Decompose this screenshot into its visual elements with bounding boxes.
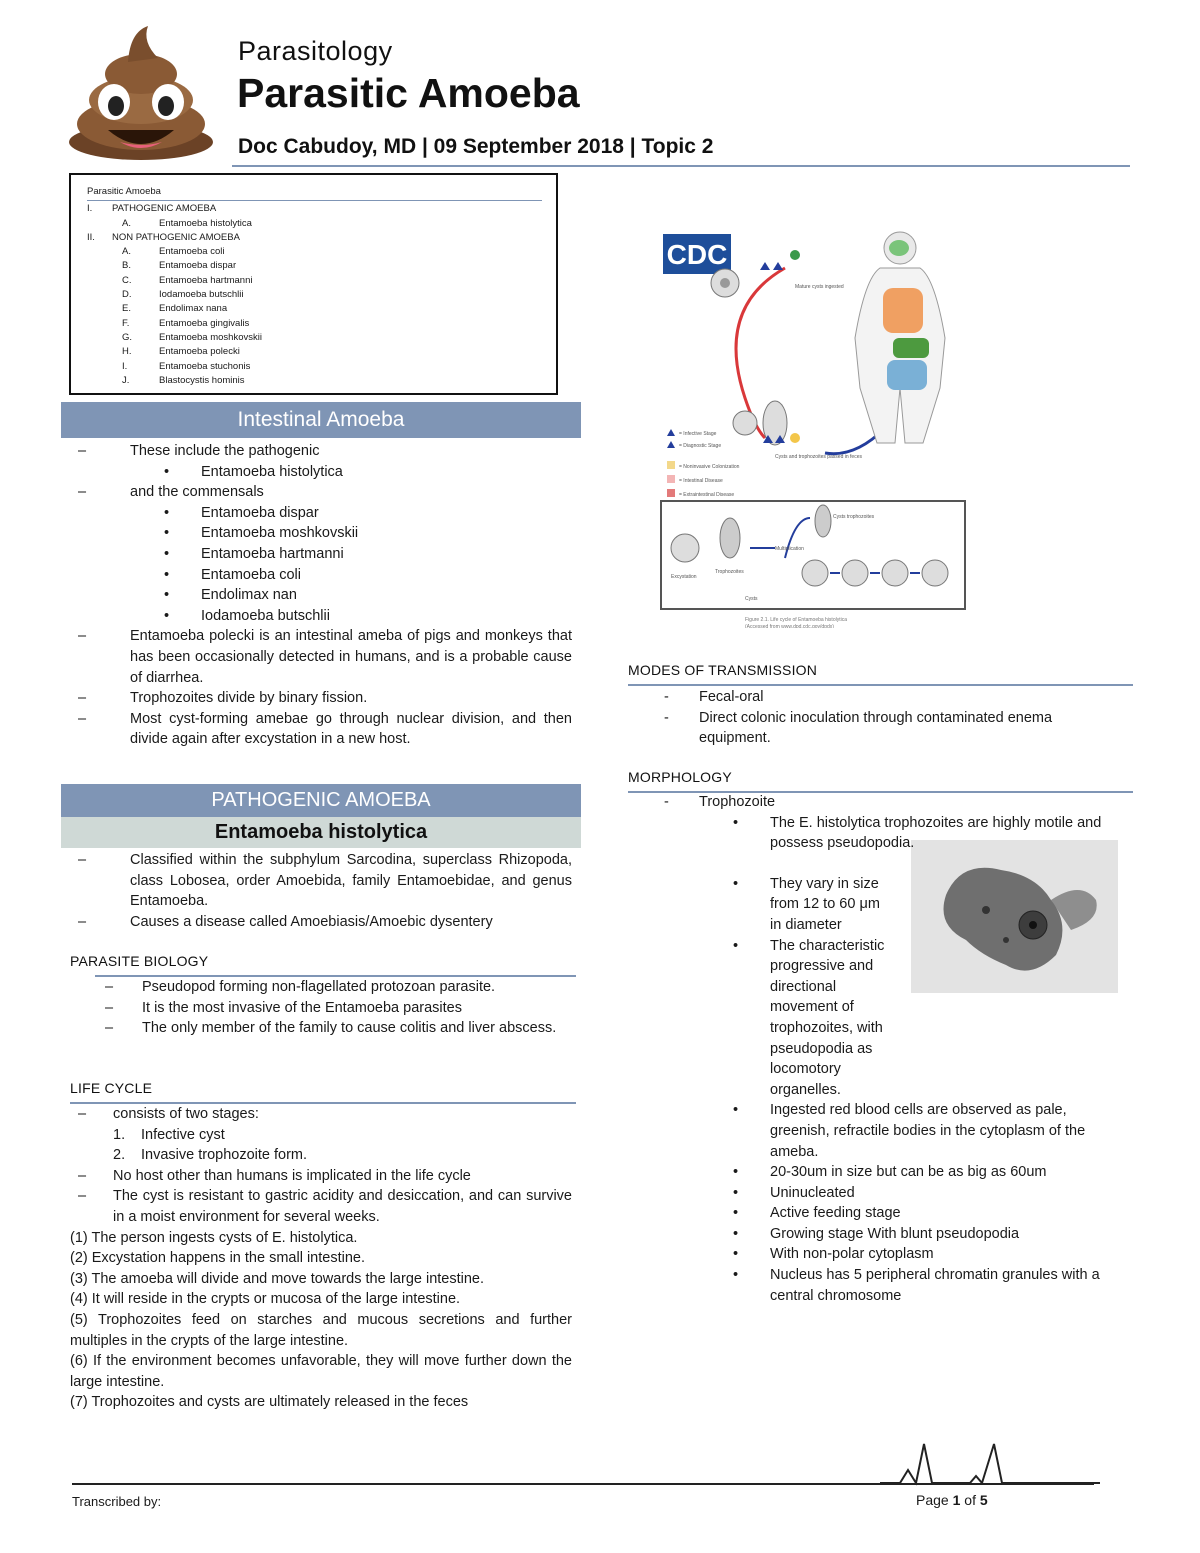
svg-text:= Diagnostic Stage: = Diagnostic Stage — [679, 443, 722, 449]
entamoeba-histolytica-heading: Entamoeba histolytica — [61, 817, 581, 848]
toc-label: Entamoeba moshkovskii — [159, 331, 262, 343]
list-item: 1. Infective cyst — [113, 1126, 225, 1143]
toc-num: B. — [122, 260, 131, 272]
svg-text:= Intestinal Disease: = Intestinal Disease — [679, 478, 723, 484]
life-cycle-step: (1) The person ingests cysts of E. histolytica. — [70, 1229, 358, 1246]
list-item: • Entamoeba coli — [164, 566, 301, 583]
list-item: • Nucleus has 5 peripheral chromatin granules with a central chromosome — [733, 1267, 1100, 1304]
parasite-biology-list — [61, 977, 572, 1039]
list-item: • Entamoeba histolytica — [164, 463, 343, 480]
svg-text:Trophozoites: Trophozoites — [715, 569, 744, 575]
toc-entry[interactable] — [87, 274, 542, 288]
intestinal-amoeba-heading: Intestinal Amoeba — [61, 402, 581, 438]
life-cycle-heading: LIFE CYCLE — [70, 1080, 153, 1096]
life-cycle-step: (7) Trophozoites and cysts are ultimately released in the feces — [70, 1394, 469, 1411]
toc-num: F. — [122, 317, 130, 329]
toc-entry[interactable] — [87, 331, 542, 345]
list-item: – Entamoeba polecki is an intestinal ameba of pigs and monkeys that has been occasionally detected in humans, and is a probable cause of diarrhea. — [78, 628, 572, 686]
toc-entry[interactable] — [87, 231, 542, 245]
section-divider — [628, 684, 1133, 686]
life-cycle-list — [61, 1104, 572, 1413]
list-item: 2. Invasive trophozoite form. — [113, 1147, 308, 1164]
list-item: – Most cyst-forming amebae go through nuclear division, and then divide again after excystation in a new host. — [78, 710, 572, 748]
toc-label: NON PATHOGENIC AMOEBA — [112, 231, 240, 243]
figure-caption-source: (Accessed from www.dpd.cdc.gov/dpdx) — [745, 624, 834, 628]
list-item: – The only member of the family to cause colitis and liver abscess. — [105, 1020, 557, 1037]
list-item: – Pseudopod forming non-flagellated protozoan parasite. — [105, 979, 496, 995]
subject-title: Parasitology — [238, 36, 393, 66]
multiplication-cycle — [671, 505, 948, 602]
toc-label: Entamoeba gingivalis — [159, 317, 250, 329]
header-divider — [232, 165, 1130, 167]
morphology-heading: MORPHOLOGY — [628, 769, 732, 785]
list-item: • The characteristic progressive and directional movement of trophozoites, with pseudopodia as locomotory organelles. — [733, 937, 885, 1098]
list-item: • 20-30um in size but can be as big as 60um — [733, 1164, 1047, 1181]
toc-num: II. — [87, 231, 95, 243]
list-item: • Entamoeba hartmanni — [164, 545, 344, 562]
toc-label: Entamoeba stuchonis — [159, 360, 251, 372]
toc-num: G. — [122, 331, 133, 343]
intestinal-amoeba-list — [78, 441, 572, 750]
list-item: • The E. histolytica trophozoites are highly motile and possess pseudopodia. — [733, 814, 1102, 852]
toc-label: Entamoeba polecki — [159, 346, 240, 358]
list-item: – No host other than humans is implicated in the life cycle — [78, 1167, 471, 1184]
toc-num: H. — [122, 346, 132, 358]
list-item: • Entamoeba moshkovskii — [164, 525, 359, 542]
pathogenic-amoeba-list — [78, 850, 572, 932]
toc-entry[interactable] — [87, 360, 542, 374]
svg-text:Excystation: Excystation — [671, 574, 697, 580]
toc-entry[interactable] — [87, 374, 542, 388]
toc-entry[interactable] — [87, 245, 542, 259]
cyst-icon — [711, 269, 739, 297]
list-item: – Causes a disease called Amoebiasis/Amoebic dysentery — [78, 913, 493, 930]
list-item: • They vary in size from 12 to 60 μm in diameter — [733, 875, 880, 933]
transmission-heading: MODES OF TRANSMISSION — [628, 662, 818, 678]
list-item: • Uninucleated — [733, 1184, 855, 1201]
toc-num: D. — [122, 289, 132, 301]
footer-divider — [72, 1483, 1094, 1485]
cdc-logo-text: CDC — [666, 239, 728, 270]
toc-num: I. — [87, 203, 93, 215]
list-item: – The cyst is resistant to gastric acidity and desiccation, and can survive in a moist environment for several weeks. — [78, 1188, 572, 1225]
list-item: • With non-polar cytoplasm — [733, 1246, 934, 1263]
svg-text:Cysts and trophozoites passed: Cysts and trophozoites passed in feces — [775, 454, 862, 460]
toc-entry[interactable] — [87, 288, 542, 302]
toc-entry[interactable] — [87, 302, 542, 316]
toc-label: Iodamoeba butschlii — [159, 289, 244, 301]
toc-num: J. — [122, 374, 130, 386]
toc-entry[interactable] — [87, 345, 542, 359]
list-item: – These include the pathogenic — [78, 443, 320, 459]
poop-emoji-logo-icon — [68, 22, 214, 160]
list-item: – It is the most invasive of the Entamoeba parasites — [105, 999, 462, 1016]
toc-num: I. — [122, 360, 128, 372]
svg-text:Multiplication: Multiplication — [775, 546, 804, 552]
toc-entry[interactable] — [87, 317, 542, 331]
toc-entry[interactable] — [87, 202, 542, 216]
life-cycle-step: (2) Excystation happens in the small intestine. — [70, 1250, 365, 1267]
document-title: Parasitic Amoeba — [237, 70, 580, 116]
list-item: - Direct colonic inoculation through contaminated enema equipment. — [664, 709, 1053, 747]
toc-num: E. — [122, 303, 131, 315]
toc-num: A. — [122, 217, 131, 229]
svg-text:= Extraintestinal Disease: = Extraintestinal Disease — [679, 492, 735, 498]
life-cycle-step: (6) If the environment becomes unfavorable, they will move further down the large intestine. — [70, 1353, 572, 1390]
transmission-list — [628, 687, 1118, 749]
figure-caption: Figure 2.1. Life cycle of Entamoeba histolytica — [745, 617, 847, 623]
list-item: • Growing stage With blunt pseudopodia — [733, 1225, 1020, 1242]
toc-label: Entamoeba dispar — [159, 260, 237, 272]
list-item: - Trophozoite — [664, 794, 776, 810]
list-item: • Endolimax nan — [164, 587, 297, 604]
life-cycle-step: (3) The amoeba will divide and move towards the large intestine. — [70, 1270, 485, 1287]
list-item: - Fecal-oral — [664, 689, 764, 705]
svg-text:= Infective Stage: = Infective Stage — [679, 431, 717, 437]
parasite-biology-heading: PARASITE BIOLOGY — [70, 953, 209, 969]
toc-num: A. — [122, 246, 131, 258]
toc-label: PATHOGENIC AMOEBA — [112, 203, 217, 215]
morphology-list — [628, 792, 1130, 1306]
transcribed-by-label: Transcribed by: — [72, 1494, 162, 1509]
toc-label: Entamoeba coli — [159, 246, 225, 258]
list-item: – Trophozoites divide by binary fission. — [78, 690, 368, 707]
list-item: – Classified within the subphylum Sarcodina, superclass Rhizopoda, class Lobosea, order Amoebida, family Entamoebidae, and genus Entamoeba. — [78, 852, 572, 910]
svg-text:= Noninvasive Colonization: = Noninvasive Colonization — [679, 464, 740, 470]
toc-num: C. — [122, 274, 132, 286]
list-item: • Entamoeba dispar — [164, 504, 319, 521]
life-cycle-step: (5) Trophozoites feed on starches and mucous secretions and further multiples in the crypts of the large intestine. — [70, 1311, 572, 1349]
list-item: – and the commensals — [78, 484, 264, 501]
figure-legend — [667, 429, 740, 498]
svg-text:Mature cysts ingested: Mature cysts ingested — [795, 284, 844, 290]
list-item: • Active feeding stage — [733, 1205, 901, 1222]
life-cycle-diagram — [655, 228, 975, 628]
toc-label: Endolimax nana — [159, 303, 228, 315]
svg-text:Cysts trophozoites: Cysts trophozoites — [833, 514, 875, 520]
list-item: – consists of two stages: — [78, 1106, 259, 1122]
toc-title: Parasitic Amoeba — [87, 185, 542, 201]
toc-label: Entamoeba hartmanni — [159, 274, 253, 286]
toc-entry[interactable] — [87, 217, 542, 231]
list-item: • Iodamoeba butschlii — [164, 607, 330, 624]
svg-text:Cysts: Cysts — [745, 596, 758, 602]
toc-label: Entamoeba histolytica — [159, 217, 252, 229]
toc-label: Blastocystis hominis — [159, 374, 245, 386]
list-item: • Ingested red blood cells are observed as pale, greenish, refractile bodies in the cytoplasm of the ameba. — [733, 1102, 1086, 1160]
page-number: Page 1 of 5 — [916, 1492, 988, 1508]
pathogenic-amoeba-heading: PATHOGENIC AMOEBA — [61, 784, 581, 817]
toc-entry[interactable] — [87, 259, 542, 273]
life-cycle-step: (4) It will reside in the crypts or mucosa of the large intestine. — [70, 1291, 461, 1308]
author-date-topic: Doc Cabudoy, MD | 09 September 2018 | Topic 2 — [238, 135, 714, 158]
table-of-contents — [69, 173, 558, 395]
human-body-icon — [855, 232, 945, 443]
